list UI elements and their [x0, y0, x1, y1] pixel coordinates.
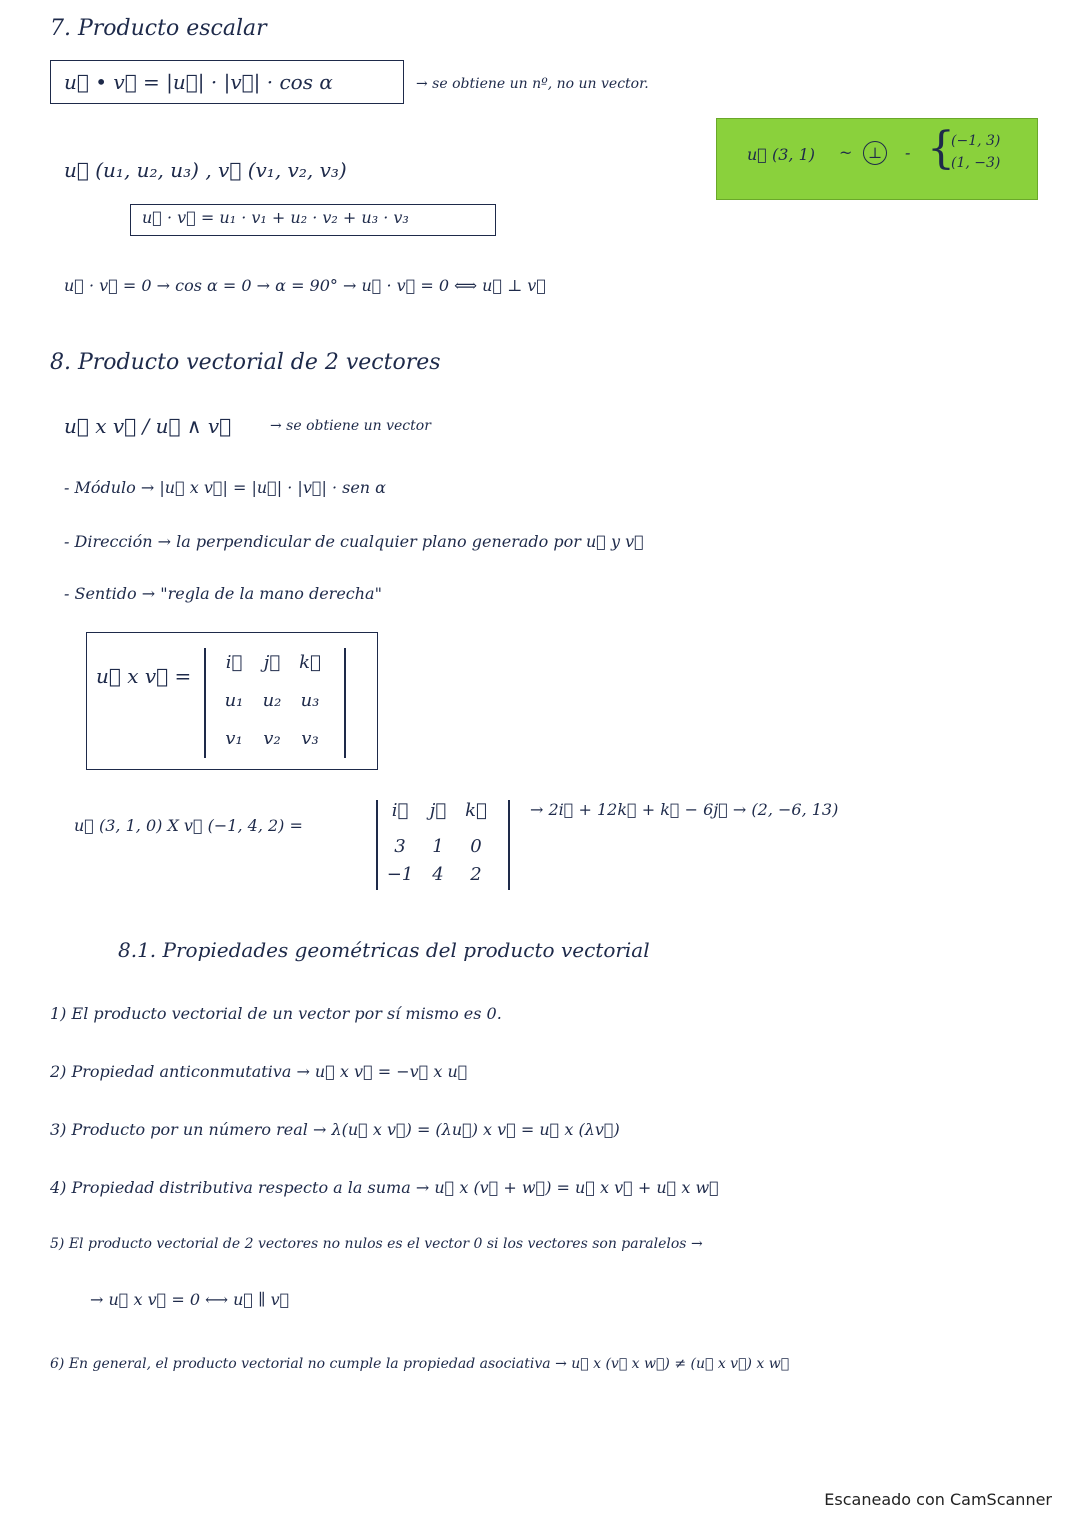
scalar-formula: u⃗ • v⃗ = |u⃗| · |v⃗| · cos α	[64, 70, 333, 94]
example-cell: 0	[470, 836, 482, 857]
example-cell: 3	[394, 836, 406, 857]
property-6: 6) En general, el producto vectorial no cumple la propiedad asociativa → u⃗ x (v⃗ x w⃗) ≠ (u⃗ x v⃗) x w⃗	[50, 1356, 790, 1372]
det-right-bar	[344, 648, 346, 758]
property-1: 1) El producto vectorial de un vector por sí mismo es 0.	[50, 1004, 502, 1023]
ex-left-bar	[376, 800, 378, 890]
det-cell: j⃗	[263, 652, 281, 673]
determinant-label: u⃗ x v⃗ =	[96, 664, 192, 688]
property-5-continued: → u⃗ x v⃗ = 0 ⟷ u⃗ ∥ v⃗	[90, 1290, 290, 1309]
det-cell: u₂	[262, 690, 282, 711]
det-cell: v₃	[301, 728, 319, 749]
green-option-2: (1, −3)	[951, 155, 1001, 171]
det-cell: u₁	[224, 690, 244, 711]
green-arrow: ~	[839, 143, 853, 162]
modulo-line: - Módulo → |u⃗ x v⃗| = |u⃗| · |v⃗| · sen α	[64, 478, 386, 497]
section-7-title: 7. Producto escalar	[50, 16, 267, 41]
perpendicular-icon: ⊥	[863, 141, 887, 165]
det-cell: v₁	[225, 728, 243, 749]
det-left-bar	[204, 648, 206, 758]
sentido-line: - Sentido → "regla de la mano derecha"	[64, 584, 382, 603]
example-cell: j⃗	[429, 800, 447, 821]
section-8-title: 8. Producto vectorial de 2 vectores	[50, 350, 441, 375]
ex-right-bar	[508, 800, 510, 890]
property-4: 4) Propiedad distributiva respecto a la suma → u⃗ x (v⃗ + w⃗) = u⃗ x v⃗ + u⃗ x w⃗	[50, 1178, 719, 1197]
property-5: 5) El producto vectorial de 2 vectores no nulos es el vector 0 si los vectores son paralelos →	[50, 1236, 703, 1252]
det-cell: k⃗	[299, 652, 321, 673]
example-cell: 1	[432, 836, 444, 857]
scalar-note: → se obtiene un nº, no un vector.	[416, 76, 649, 92]
example-label: u⃗ (3, 1, 0) X v⃗ (−1, 4, 2) =	[74, 816, 303, 835]
det-cell: v₂	[263, 728, 281, 749]
example-cell: k⃗	[465, 800, 487, 821]
green-dash: -	[905, 143, 911, 162]
green-option-1: (−1, 3)	[951, 133, 1001, 149]
green-brace: {	[927, 123, 955, 174]
components-line: u⃗ (u₁, u₂, u₃) , v⃗ (v₁, v₂, v₃)	[64, 158, 347, 182]
example-cell: 2	[470, 864, 482, 885]
component-formula: u⃗ · v⃗ = u₁ · v₁ + u₂ · v₂ + u₃ · v₃	[142, 208, 409, 227]
orthogonal-line: u⃗ · v⃗ = 0 → cos α = 0 → α = 90° → u⃗ · v⃗ = 0 ⟺ u⃗ ⊥ v⃗	[64, 276, 546, 295]
green-vector: u⃗ (3, 1)	[747, 145, 816, 164]
vector-notation-note: → se obtiene un vector	[270, 418, 431, 434]
property-3: 3) Producto por un número real → λ(u⃗ x v⃗) = (λu⃗) x v⃗ = u⃗ x (λv⃗)	[50, 1120, 620, 1139]
example-result: → 2i⃗ + 12k⃗ + k⃗ − 6j⃗ → (2, −6, 13)	[530, 800, 839, 819]
vector-notation: u⃗ x v⃗ / u⃗ ∧ v⃗	[64, 414, 232, 438]
green-note	[716, 118, 1038, 200]
direccion-line: - Dirección → la perpendicular de cualquier plano generado por u⃗ y v⃗	[64, 532, 644, 551]
det-cell: i⃗	[225, 652, 243, 673]
property-2: 2) Propiedad anticonmutativa → u⃗ x v⃗ = −v⃗ x u⃗	[50, 1062, 468, 1081]
section-8-1-title: 8.1. Propiedades geométricas del producto vectorial	[118, 938, 650, 962]
example-cell: i⃗	[391, 800, 409, 821]
scanner-footer: Escaneado con CamScanner	[824, 1490, 1052, 1509]
example-cell: −1	[386, 864, 414, 885]
det-cell: u₃	[300, 690, 320, 711]
example-cell: 4	[432, 864, 444, 885]
